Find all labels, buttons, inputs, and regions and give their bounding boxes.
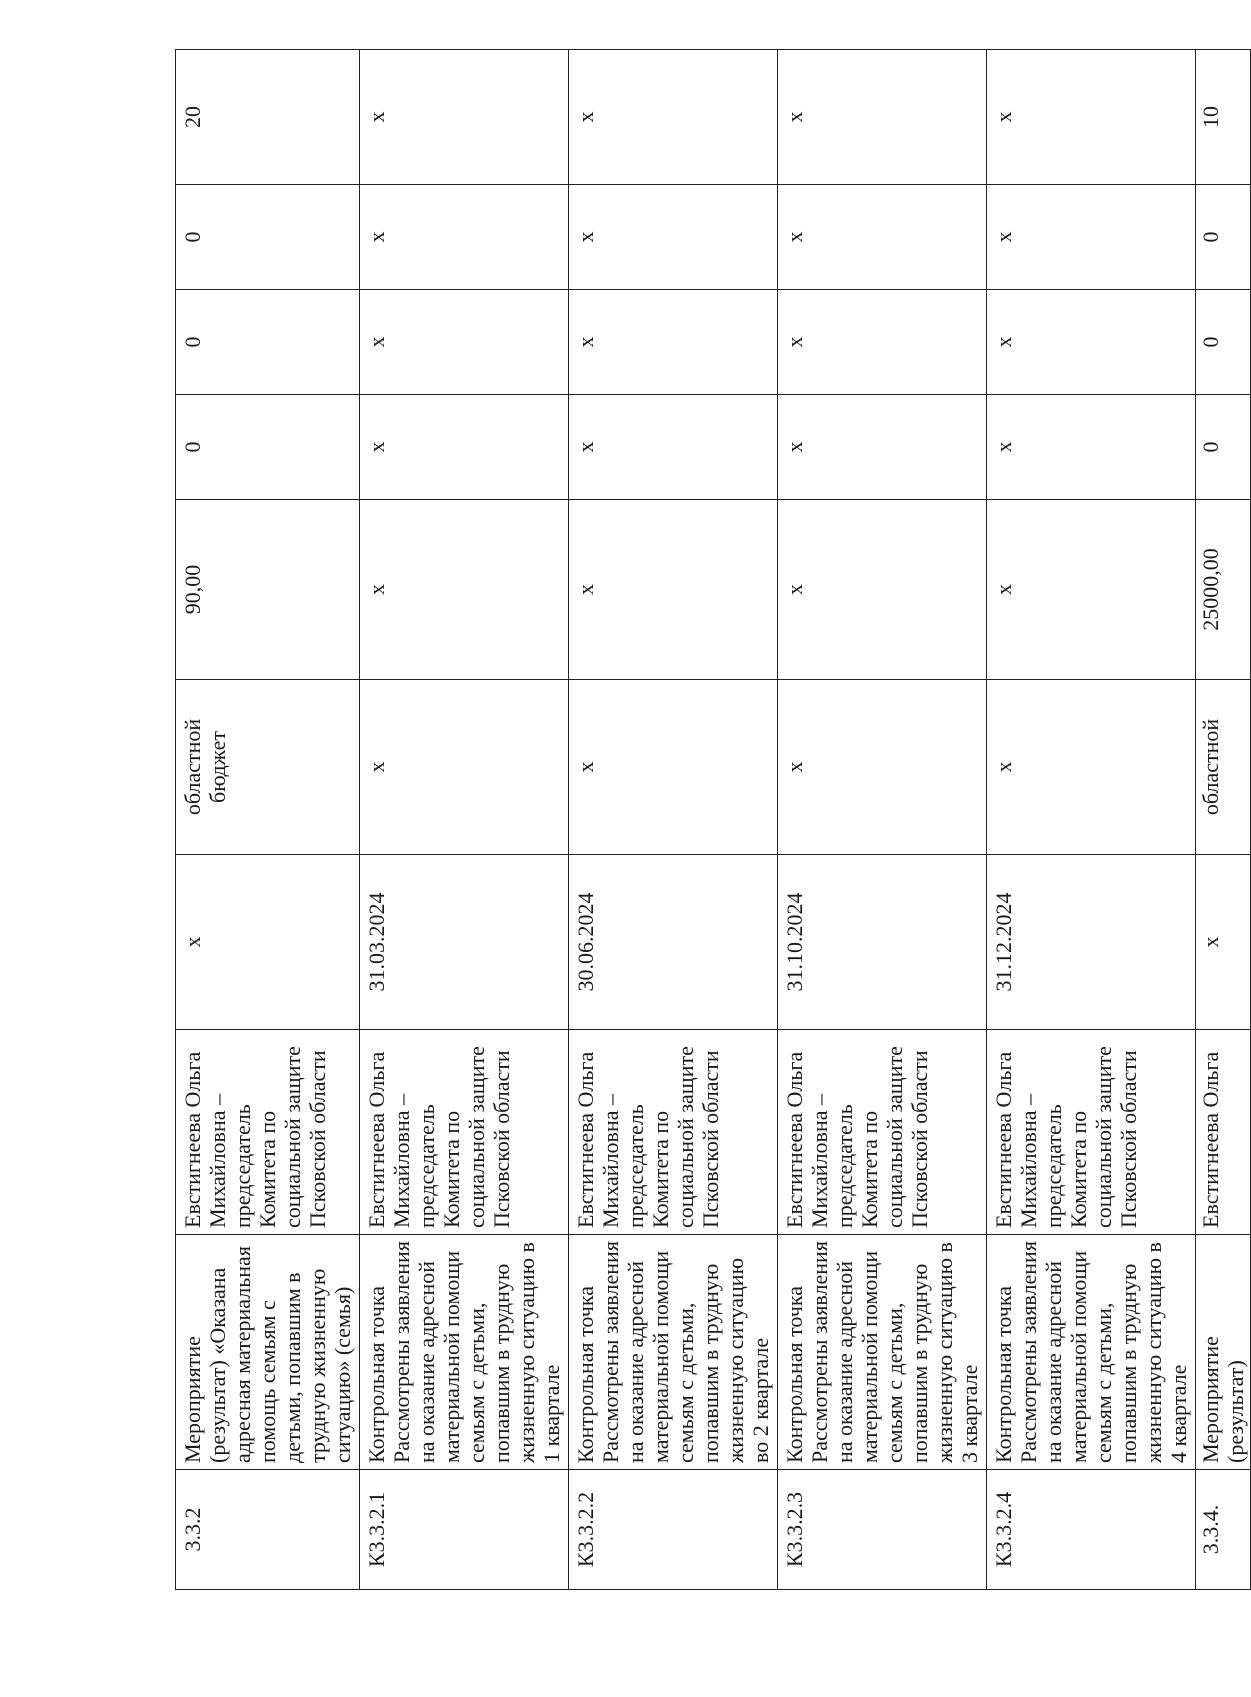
amount-total: х: [987, 500, 1196, 680]
item-number: К3.3.2.2: [569, 1470, 778, 1590]
value-2: х: [360, 290, 569, 395]
deadline: 31.10.2024: [778, 855, 987, 1030]
rotated-page: [175, 50, 1248, 1590]
value-3: 0: [1196, 185, 1251, 290]
table-row: [360, 50, 569, 1590]
amount-total: 25000,00: [1196, 500, 1251, 680]
item-number: К3.3.2.3: [778, 1470, 987, 1590]
item-name: Контрольная точка Рассмотрены заявления на оказание адресной материальной помощи семьям с детьми, попавшим в трудную жизненную ситуацию в 4 квартале: [987, 1235, 1196, 1470]
table-row: [778, 50, 987, 1590]
value-2: х: [987, 290, 1196, 395]
value-1: 0: [176, 395, 360, 500]
amount-total: х: [569, 500, 778, 680]
value-1: х: [778, 395, 987, 500]
item-name: Мероприятие (результат) «Оказана адресная материальная помощь семьям с детьми, попавшим в трудную жизненную ситуацию» (семья): [176, 1235, 360, 1470]
funding-source: областной бюджет: [176, 680, 360, 855]
responsible-person: Евстигнеева Ольга: [1196, 1030, 1251, 1235]
value-1: 0: [1196, 395, 1251, 500]
table-row: [1196, 50, 1251, 1590]
item-number: К3.3.2.1: [360, 1470, 569, 1590]
value-3: х: [778, 185, 987, 290]
funding-source: х: [987, 680, 1196, 855]
value-1: х: [360, 395, 569, 500]
item-number: К3.3.2.4: [987, 1470, 1196, 1590]
funding-source: х: [360, 680, 569, 855]
value-3: х: [987, 185, 1196, 290]
value-4: х: [987, 50, 1196, 185]
value-2: 0: [176, 290, 360, 395]
responsible-person: Евстигнеева Ольга Михайловна – председатель Комитета по социальной защите Псковской области: [778, 1030, 987, 1235]
item-name: Контрольная точка Рассмотрены заявления на оказание адресной материальной помощи семьям с детьми, попавшим в трудную жизненную ситуацию во 2 квартале: [569, 1235, 778, 1470]
amount-total: х: [778, 500, 987, 680]
value-3: х: [360, 185, 569, 290]
value-4: 10: [1196, 50, 1251, 185]
responsible-person: Евстигнеева Ольга Михайловна – председатель Комитета по социальной защите Псковской области: [569, 1030, 778, 1235]
value-4: х: [360, 50, 569, 185]
value-1: х: [987, 395, 1196, 500]
deadline: 30.06.2024: [569, 855, 778, 1030]
funding-source: х: [569, 680, 778, 855]
value-2: х: [569, 290, 778, 395]
value-4: х: [569, 50, 778, 185]
item-name: Контрольная точка Рассмотрены заявления на оказание адресной материальной помощи семьям с детьми, попавшим в трудную жизненную ситуацию в 1 квартале: [360, 1235, 569, 1470]
responsible-person: Евстигнеева Ольга Михайловна – председатель Комитета по социальной защите Псковской области: [360, 1030, 569, 1235]
deadline: 31.03.2024: [360, 855, 569, 1030]
amount-total: 90,00: [176, 500, 360, 680]
value-4: х: [778, 50, 987, 185]
value-4: 20: [176, 50, 360, 185]
deadline: х: [1196, 855, 1251, 1030]
amount-total: х: [360, 500, 569, 680]
responsible-person: Евстигнеева Ольга Михайловна – председатель Комитета по социальной защите Псковской области: [987, 1030, 1196, 1235]
value-3: х: [569, 185, 778, 290]
table-row: [569, 50, 778, 1590]
deadline: 31.12.2024: [987, 855, 1196, 1030]
plan-table: [175, 49, 1251, 1590]
funding-source: х: [778, 680, 987, 855]
deadline: х: [176, 855, 360, 1030]
table-row: [176, 50, 360, 1590]
value-2: 0: [1196, 290, 1251, 395]
table-row: [987, 50, 1196, 1590]
value-3: 0: [176, 185, 360, 290]
value-1: х: [569, 395, 778, 500]
item-name: Контрольная точка Рассмотрены заявления на оказание адресной материальной помощи семьям с детьми, попавшим в трудную жизненную ситуацию в 3 квартале: [778, 1235, 987, 1470]
value-2: х: [778, 290, 987, 395]
item-number: 3.3.4.: [1196, 1470, 1251, 1590]
item-name: Мероприятие (результат): [1196, 1235, 1251, 1470]
item-number: 3.3.2: [176, 1470, 360, 1590]
responsible-person: Евстигнеева Ольга Михайловна – председатель Комитета по социальной защите Псковской области: [176, 1030, 360, 1235]
funding-source: областной: [1196, 680, 1251, 855]
